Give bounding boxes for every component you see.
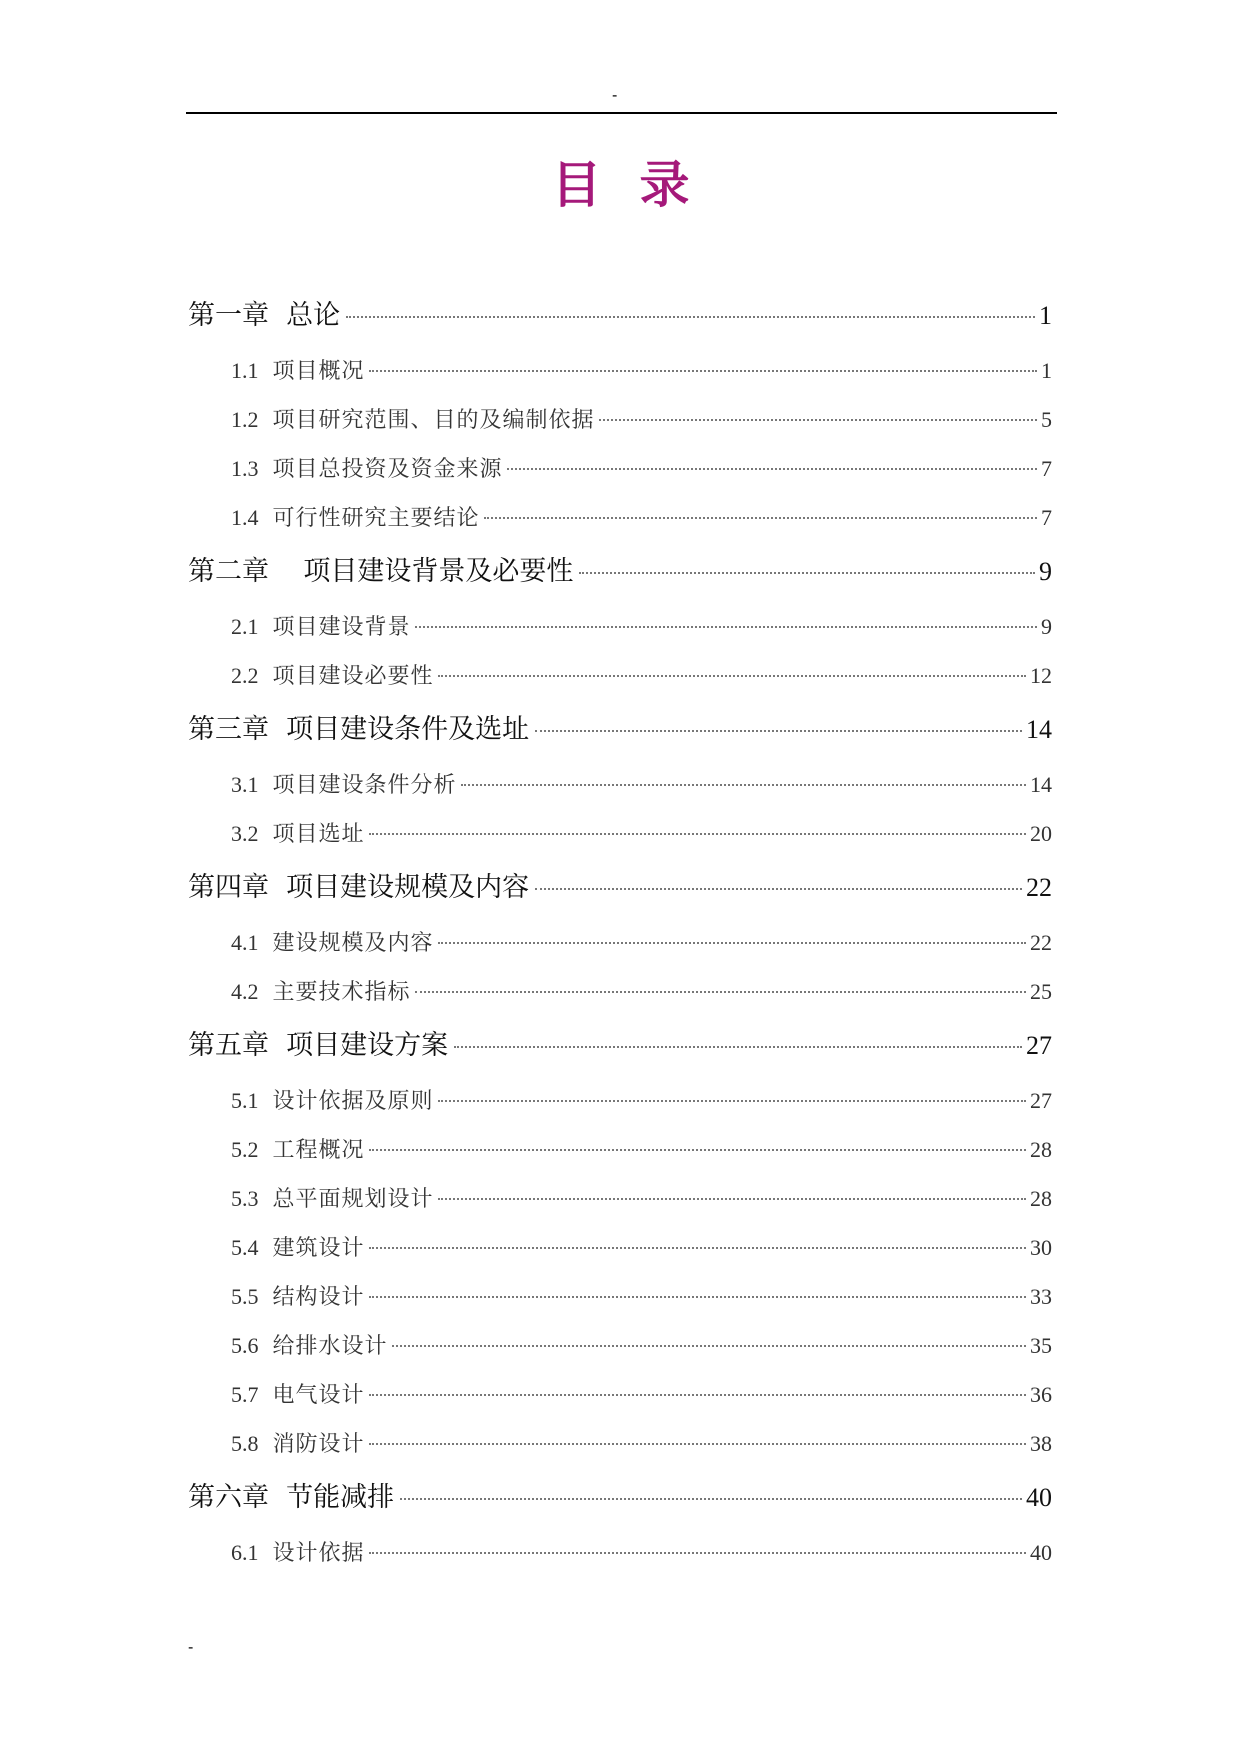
toc-entry-label: 第六章 节能减排 xyxy=(188,1482,395,1513)
toc-entry-number: 5.8 xyxy=(231,1431,259,1456)
toc-entry-label: 项目总投资及资金来源 xyxy=(272,457,503,482)
toc-entry-label: 第四章 项目建设规模及内容 xyxy=(188,872,530,903)
toc-entry-label: 电气设计 xyxy=(272,1383,365,1408)
toc-entry-number: 4.2 xyxy=(231,979,259,1004)
toc-chapter-entry[interactable] xyxy=(188,1468,1052,1528)
toc-section-entry[interactable] xyxy=(188,760,1052,809)
toc-chapter-entry[interactable] xyxy=(188,700,1052,760)
dot-leader xyxy=(415,991,1026,993)
toc-entry-label: 主要技术指标 xyxy=(272,980,411,1005)
toc-entry-label: 可行性研究主要结论 xyxy=(272,506,480,531)
dot-leader xyxy=(579,572,1035,574)
toc-section-entry[interactable] xyxy=(188,651,1052,700)
toc-entry-label: 给排水设计 xyxy=(272,1334,388,1359)
toc-page-number: 9 xyxy=(1041,614,1052,639)
dot-leader xyxy=(369,1552,1026,1554)
toc-entry-number: 3.2 xyxy=(231,821,259,846)
toc-entry-number: 1.2 xyxy=(231,407,259,432)
toc-entry-label: 项目概况 xyxy=(272,359,365,384)
toc-section-entry[interactable] xyxy=(188,493,1052,542)
toc-page-number: 35 xyxy=(1030,1333,1052,1358)
toc-entry-label: 工程概况 xyxy=(272,1138,365,1163)
toc-entry-label: 设计依据及原则 xyxy=(272,1089,434,1114)
toc-section-entry[interactable] xyxy=(188,1321,1052,1370)
dot-leader xyxy=(346,316,1035,318)
dot-leader xyxy=(438,942,1026,944)
toc-page-number: 7 xyxy=(1041,456,1052,481)
dot-leader xyxy=(392,1345,1026,1347)
toc-section-entry[interactable] xyxy=(188,918,1052,967)
toc-page-number: 22 xyxy=(1030,930,1052,955)
toc-entry-number: 5.3 xyxy=(231,1186,259,1211)
dot-leader xyxy=(535,888,1022,890)
toc-section-entry[interactable] xyxy=(188,1272,1052,1321)
toc-chapter-entry[interactable] xyxy=(188,286,1052,346)
toc-entry-number: 1.3 xyxy=(231,456,259,481)
toc-entry-label: 设计依据 xyxy=(272,1541,365,1566)
dot-leader xyxy=(369,1149,1026,1151)
toc-entry-label: 项目建设背景 xyxy=(272,615,411,640)
toc-entry-label: 第三章 项目建设条件及选址 xyxy=(188,714,530,745)
toc-title: 目录 xyxy=(551,156,728,214)
toc-section-entry[interactable] xyxy=(188,602,1052,651)
toc-page-number: 33 xyxy=(1030,1284,1052,1309)
toc-page-number: 40 xyxy=(1026,1483,1052,1512)
toc-page-number: 5 xyxy=(1041,407,1052,432)
toc-page-number: 36 xyxy=(1030,1382,1052,1407)
toc-page-number: 1 xyxy=(1041,358,1052,383)
dot-leader xyxy=(454,1046,1022,1048)
toc-entry-number: 5.2 xyxy=(231,1137,259,1162)
toc-entry-number: 5.1 xyxy=(231,1088,259,1113)
toc-section-entry[interactable] xyxy=(188,1419,1052,1468)
dot-leader xyxy=(400,1498,1022,1500)
toc-entry-number: 4.1 xyxy=(231,930,259,955)
toc-page-number: 14 xyxy=(1030,772,1052,797)
toc-entry-number: 1.4 xyxy=(231,505,259,530)
toc-entry-label: 第五章 项目建设方案 xyxy=(188,1030,449,1061)
toc-entry-label: 项目建设必要性 xyxy=(272,664,434,689)
toc-entry-number: 5.5 xyxy=(231,1284,259,1309)
toc-entry-number: 2.1 xyxy=(231,614,259,639)
toc-entry-number: 6.1 xyxy=(231,1540,259,1565)
toc-chapter-entry[interactable] xyxy=(188,542,1052,602)
toc-entry-number: 5.7 xyxy=(231,1382,259,1407)
toc-page-number: 7 xyxy=(1041,505,1052,530)
toc-entry-label: 第二章 项目建设背景及必要性 xyxy=(188,556,574,587)
dot-leader xyxy=(438,675,1026,677)
toc-section-entry[interactable] xyxy=(188,444,1052,493)
dot-leader xyxy=(415,626,1037,628)
dot-leader xyxy=(369,1296,1026,1298)
footer-mark: - xyxy=(188,1639,194,1656)
dot-leader xyxy=(369,1247,1026,1249)
dot-leader xyxy=(369,833,1026,835)
toc-page-number: 14 xyxy=(1026,715,1052,744)
dot-leader xyxy=(369,1443,1026,1445)
toc-entry-label: 项目研究范围、目的及编制依据 xyxy=(272,408,595,433)
toc-page-number: 1 xyxy=(1039,301,1052,330)
toc-entry-label: 消防设计 xyxy=(272,1432,365,1457)
toc-entry-label: 结构设计 xyxy=(272,1285,365,1310)
toc-section-entry[interactable] xyxy=(188,346,1052,395)
toc-chapter-entry[interactable] xyxy=(188,858,1052,918)
dot-leader xyxy=(507,468,1037,470)
toc-page-number: 38 xyxy=(1030,1431,1052,1456)
toc-page-number: 28 xyxy=(1030,1137,1052,1162)
toc-section-entry[interactable] xyxy=(188,1174,1052,1223)
toc-section-entry[interactable] xyxy=(188,1125,1052,1174)
toc-entry-number: 5.4 xyxy=(231,1235,259,1260)
toc-section-entry[interactable] xyxy=(188,1528,1052,1577)
dot-leader xyxy=(535,730,1022,732)
dot-leader xyxy=(369,1394,1026,1396)
toc-page-number: 9 xyxy=(1039,557,1052,586)
toc-section-entry[interactable] xyxy=(188,809,1052,858)
toc-section-entry[interactable] xyxy=(188,1370,1052,1419)
dot-leader xyxy=(369,370,1037,372)
toc-chapter-entry[interactable] xyxy=(188,1016,1052,1076)
toc-section-entry[interactable] xyxy=(188,1223,1052,1272)
toc-entry-number: 2.2 xyxy=(231,663,259,688)
toc-page-number: 27 xyxy=(1026,1031,1052,1060)
toc-page-number: 28 xyxy=(1030,1186,1052,1211)
header-mark: - xyxy=(612,87,618,104)
toc-page-number: 30 xyxy=(1030,1235,1052,1260)
dot-leader xyxy=(484,517,1037,519)
toc-page-number: 20 xyxy=(1030,821,1052,846)
toc-entry-number: 3.1 xyxy=(231,772,259,797)
table-of-contents xyxy=(188,286,1052,1577)
dot-leader xyxy=(461,784,1026,786)
toc-section-entry[interactable] xyxy=(188,1076,1052,1125)
toc-entry-label: 项目建设条件分析 xyxy=(272,773,457,798)
toc-entry-label: 总平面规划设计 xyxy=(272,1187,434,1212)
toc-entry-label: 第一章 总论 xyxy=(188,300,341,331)
header-rule xyxy=(186,112,1057,114)
toc-entry-number: 1.1 xyxy=(231,358,259,383)
toc-section-entry[interactable] xyxy=(188,395,1052,444)
dot-leader xyxy=(438,1198,1026,1200)
toc-entry-label: 建筑设计 xyxy=(272,1236,365,1261)
dot-leader xyxy=(599,419,1037,421)
toc-entry-label: 项目选址 xyxy=(272,822,365,847)
toc-page-number: 27 xyxy=(1030,1088,1052,1113)
dot-leader xyxy=(438,1100,1026,1102)
toc-page-number: 22 xyxy=(1026,873,1052,902)
toc-page-number: 25 xyxy=(1030,979,1052,1004)
toc-page-number: 12 xyxy=(1030,663,1052,688)
toc-entry-label: 建设规模及内容 xyxy=(272,931,434,956)
toc-section-entry[interactable] xyxy=(188,967,1052,1016)
toc-entry-number: 5.6 xyxy=(231,1333,259,1358)
toc-page-number: 40 xyxy=(1030,1540,1052,1565)
